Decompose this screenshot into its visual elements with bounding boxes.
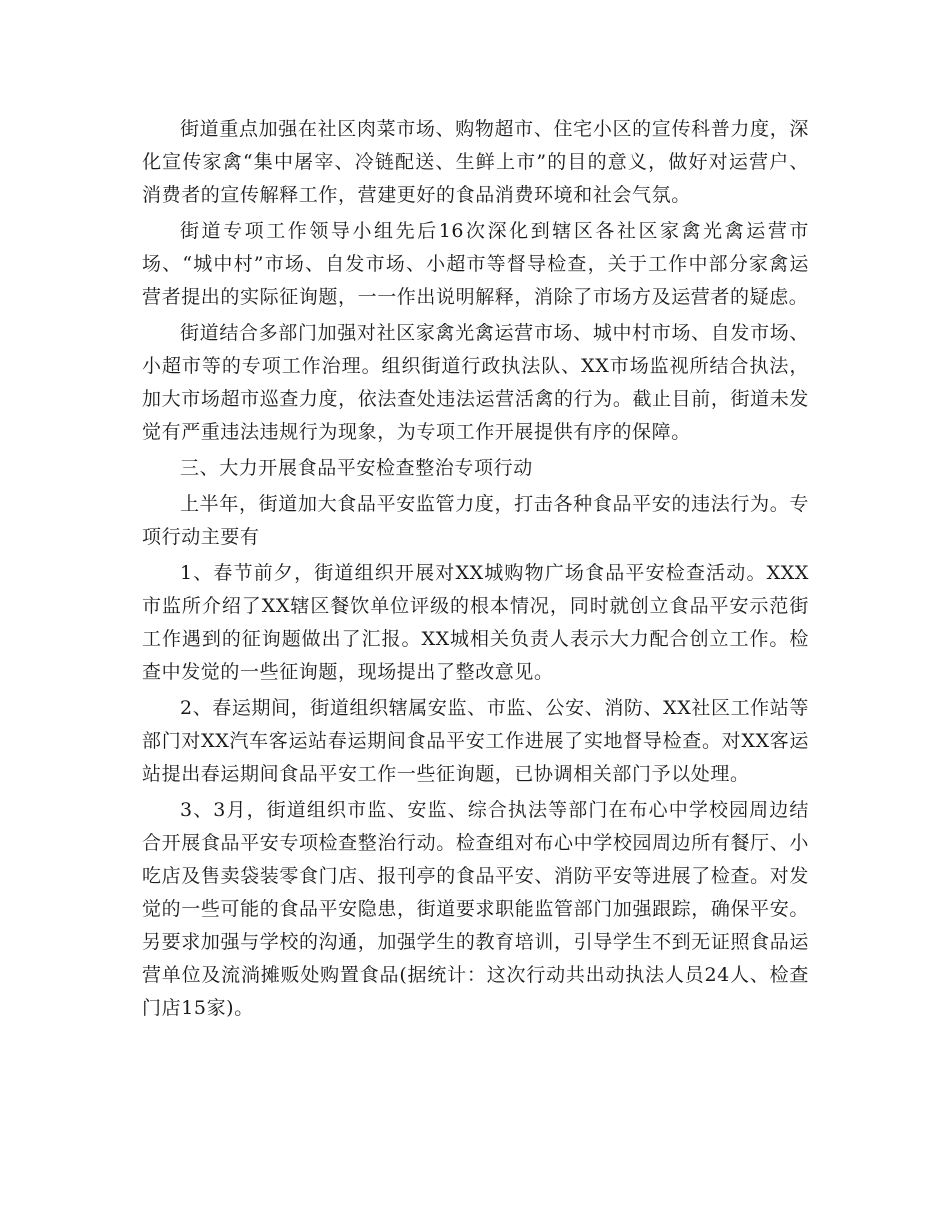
paragraph-governance: 街道结合多部门加强对社区家禽光禽运营市场、城中村市场、自发市场、小超市等的专项工作治理。组织街道行政执法队、XX市场监视所结合执法，加大市场超市巡查力度，依法查处违法运营活禽的行为。截止目前，街道未发觉有严重违法违规行为现象，为专项工作开展提供有序的保障。 [142, 322, 809, 443]
paragraph-publicity: 街道重点加强在社区肉菜市场、购物超市、住宅小区的宣传科普力度，深化宣传家禽“集中屠宰、冷链配送、生鲜上市”的目的意义，做好对运营户、消费者的宣传解释工作，营建更好的食品消费环境和社会气氛。 [142, 118, 809, 206]
paragraph-intro: 上半年，街道加大食品平安监管力度，打击各种食品平安的违法行为。专项行动主要有 [142, 493, 809, 548]
list-item-march-campaign: 3、3月，街道组织市监、安监、综合执法等部门在布心中学校园周边结合开展食品平安专项检查整治行动。检查组对布心中学校园周边所有餐厅、小吃店及售卖袋装零食门店、报刊亭的食品平安、消防平安等进展了检查。对发觉的一些可能的食品平安隐患，街道要求职能监管部门加强跟踪，确保平安。另要求加强与学校的沟通，加强学生的教育培训，引导学生不到无证照食品运营单位及流淌摊贩处购置食品(据统计：这次行动共出动执法人员24人、检查门店15家)。 [142, 799, 809, 1019]
paragraph-inspection: 街道专项工作领导小组先后16次深化到辖区各社区家禽光禽运营市场、“城中村”市场、自发市场、小超市等督导检查，关于工作中部分家禽运营者提出的实际征询题，一一作出说明解释，消除了市场方及运营者的疑虑。 [142, 220, 809, 308]
section-heading: 三、大力开展食品平安检查整治专项行动 [180, 457, 533, 479]
list-item-spring-transport: 2、春运期间，街道组织辖属安监、市监、公安、消防、XX社区工作站等部门对XX汽车客运站春运期间食品平安工作进展了实地督导检查。对XX客运站提出春运期间食品平安工作一些征询题，已协调相关部门予以处理。 [142, 697, 809, 785]
document-body [142, 113, 809, 1028]
list-item-spring-festival: 1、春节前夕，街道组织开展对XX城购物广场食品平安检查活动。XXX市监所介绍了XX辖区餐饮单位评级的根本情况，同时就创立食品平安示范街工作遇到的征询题做出了汇报。XX城相关负责人表示大力配合创立工作。检查中发觉的一些征询题，现场提出了整改意见。 [142, 562, 809, 683]
